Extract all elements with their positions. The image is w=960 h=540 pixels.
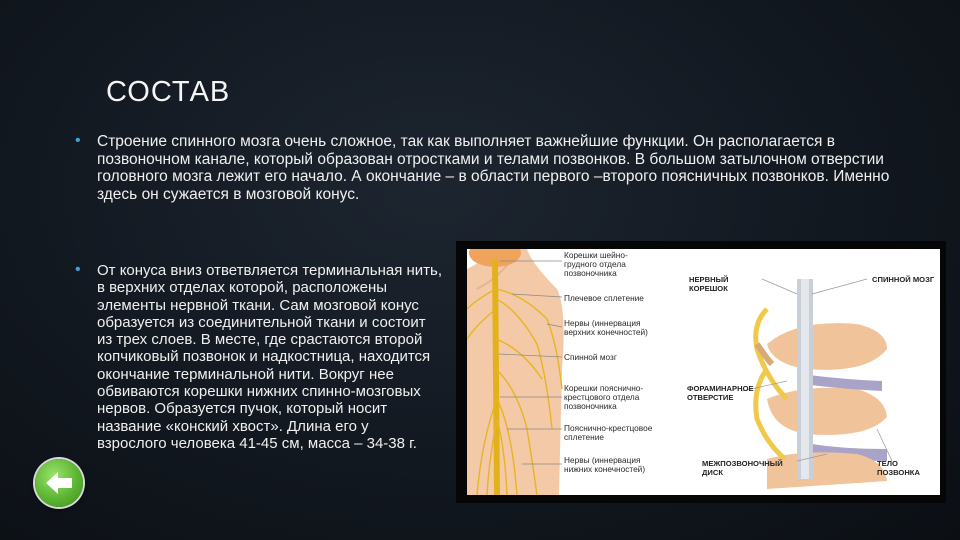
bullet-text-1: Строение спинного мозга очень сложное, так как выполняет важнейшие функции. Он располагается в позвоночном канале, который образован отростками и телами позвонков. В большом затылочном отверстии головного мозга лежит его начало. А окончание – в области первого –второго поясничных позвонков. Именно здесь он сужается в мозговой конус. (97, 133, 890, 203)
bullet-dot-icon: • (75, 132, 81, 149)
label-disc: МЕЖПОЗВОНОЧНЫЙ ДИСК (702, 459, 783, 477)
bullet-text-2: От конуса вниз ответвляется терминальная нить, в верхних отделах которой, расположены элементы нервной ткани. Сам мозговой конус образуется из соединительной ткани и состоит из трех слоев. В месте, где срастаются второй копчиковый позвонок и надкостница, находится окончание терминальной нити. Вокруг нее обвиваются корешки нижних спинно-мозговых нервов. Образуется пучок, который носит название «конский хвост». Длина его у взрослого человека 41-45 см, масса – 34-38 г. (97, 262, 443, 452)
label-spinal-cord: Спинной мозг (564, 352, 617, 362)
back-arrow-icon (44, 470, 74, 496)
label-cervical-roots: Корешки шейно-грудного отдела позвоночника (564, 250, 628, 278)
bullet-dot-icon: • (75, 261, 81, 278)
spine-anatomy-figure (467, 249, 940, 495)
label-lumbar-roots: Корешки пояснично-крестцового отдела позвоночника (564, 383, 644, 411)
bullet-paragraph-2 (75, 261, 443, 452)
label-spinal-cord-right: СПИННОЙ МОЗГ (872, 275, 935, 284)
bullet-paragraph-1 (75, 132, 917, 203)
slide-title: СОСТАВ (106, 76, 231, 108)
label-vertebral-body: ТЕЛО ПОЗВОНКА (877, 459, 920, 477)
label-brachial-plexus: Плечевое сплетение (564, 293, 644, 303)
label-nerve-root: НЕРВНЫЙ КОРЕШОК (689, 275, 729, 293)
label-upper-nerves: Нервы (иннервация верхних конечностей) (564, 318, 648, 337)
back-button[interactable] (35, 459, 83, 507)
label-lower-nerves: Нервы (иннервация нижних конечностей) (564, 455, 646, 474)
label-lumbosacral-plexus: Пояснично-крестцовое сплетение (564, 423, 653, 442)
label-foramen: ФОРАМИНАРНОЕ ОТВЕРСТИЕ (687, 384, 754, 402)
